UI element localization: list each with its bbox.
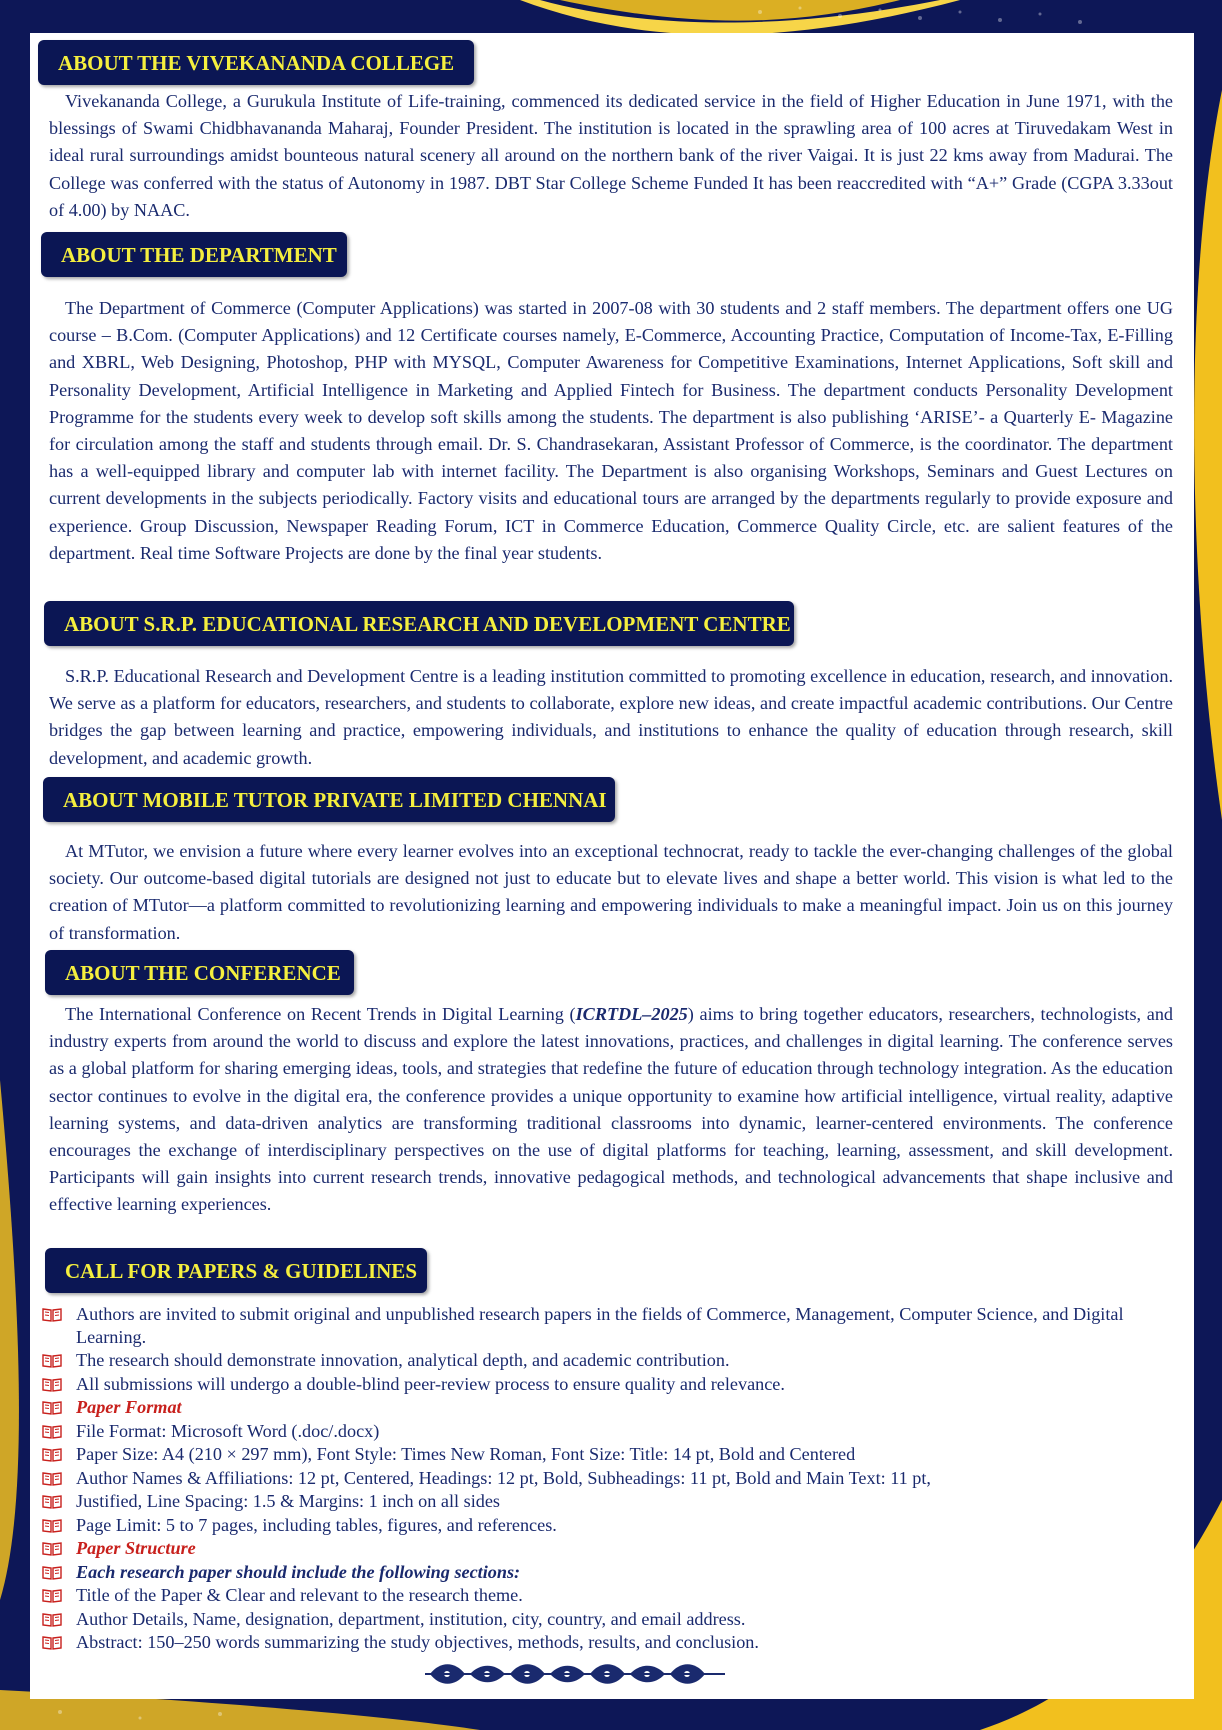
guideline-text: Authors are invited to submit original and unpublished research papers in the fields of Commerce, Management, Computer Science, and Digital Learning. (76, 1304, 1124, 1347)
guideline-text: Abstract: 150–250 words summarizing the study objectives, methods, results, and conclusion. (76, 1632, 759, 1652)
guideline-item (40, 1443, 1160, 1466)
conference-text-before: The International Conference on Recent Trends in Digital Learning ( (65, 1004, 576, 1024)
guideline-item (40, 1303, 1160, 1348)
guideline-text: Paper Size: A4 (210 × 297 mm), Font Style: Times New Roman, Font Size: Title: 14 pt, Bold and Centered (76, 1444, 856, 1464)
guideline-item (40, 1490, 1160, 1513)
guideline-text: Title of the Paper & Clear and relevant to the research theme. (76, 1585, 523, 1605)
guideline-text: Page Limit: 5 to 7 pages, including tables, figures, and references. (76, 1514, 557, 1535)
guideline-text: The research should demonstrate innovation, analytical depth, and academic contribution. (76, 1350, 730, 1370)
guideline-item (40, 1396, 1160, 1419)
guideline-item (40, 1373, 1160, 1396)
department-paragraph: The Department of Commerce (Computer Applications) was started in 2007-08 with 30 students and 2 staff members. The department offers one UG course – B.Com. (Computer Applications) and 12 Certificate courses namely, E-Commerce, Accounting Practice, Computation of Income-Tax, E-Filling and XBRL, Web Designing, Photoshop, PHP with MYSQL, Computer Awareness for Competitive Examinations, Internet Applications, Soft skill and Personality Development, Artificial Intelligence in Marketing and Applied Fintech for Business. The department conducts Personality Development Programme for the students every week to develop soft skills among the students. The department is also publishing ‘ARISE’- a Quarterly E- Magazine for circulation among the staff and students through email. Dr. S. Chandrasekaran, Assistant Professor of Commerce, is the coordinator. The department has a well-equipped library and computer lab with internet facility. The Department is also organising Workshops, Seminars and Guest Lectures on current developments in the subjects periodically. Factory visits and educational tours are arranged by the departments regularly to provide exposure and experience. Group Discussion, Newspaper Reading Forum, ICT in Commerce Education, Commerce Quality Circle, etc. are salient features of the department. Real time Software Projects are done by the final year students. (49, 298, 1173, 563)
guideline-text: Paper Structure (76, 1538, 196, 1558)
guideline-text: Author Names & Affiliations: 12 pt, Centered, Headings: 12 pt, Bold, Subheadings: 11 pt, Bold and Main Text: 11 pt, (76, 1467, 931, 1488)
open-book-icon (42, 1494, 62, 1509)
heading-about-mtutor: ABOUT MOBILE TUTOR PRIVATE LIMITED CHENNAI (43, 777, 615, 822)
open-book-icon (42, 1541, 62, 1556)
open-book-icon (42, 1612, 62, 1627)
guideline-item (40, 1561, 1160, 1584)
guideline-text: Paper Format (76, 1397, 182, 1417)
mtutor-paragraph: At MTutor, we envision a future where every learner evolves into an exceptional technocrat, ready to tackle the ever-changing challenges of the global society. Our outcome-based digital tutorials are designed not just to educate but to elevate lives and shape a better world. This vision is what led to the creation of MTutor—a platform committed to revolutionizing learning and empowering individuals to make a meaningful impact. Join us on this journey of transformation. (49, 841, 1173, 943)
heading-call-for-papers: CALL FOR PAPERS & GUIDELINES (45, 1248, 427, 1293)
guideline-item (40, 1608, 1160, 1631)
heading-about-srp: ABOUT S.R.P. EDUCATIONAL RESEARCH AND DEVELOPMENT CENTRE (44, 601, 794, 646)
heading-about-college: ABOUT THE VIVEKANANDA COLLEGE (38, 40, 474, 85)
heading-about-conference: ABOUT THE CONFERENCE (45, 950, 354, 995)
open-book-icon (42, 1424, 62, 1439)
guidelines-list (40, 1303, 1160, 1655)
srp-paragraph: S.R.P. Educational Research and Development Centre is a leading institution committed to promoting excellence in education, research, and innovation. We serve as a platform for educators, researchers, and students to collaborate, explore new ideas, and create impactful academic contributions. Our Centre bridges the gap between learning and practice, empowering individuals, and institutions to enhance the quality of education through research, skill development, and academic growth. (49, 666, 1173, 768)
open-book-icon (42, 1635, 62, 1650)
conference-text-after: ) aims to bring together educators, researchers, technologists, and industry experts from around the world to discuss and explore the latest innovations, practices, and challenges in digital learning. The conference serves as a global platform for sharing emerging ideas, tools, and strategies that redefine the future of education through technology integration. As the education sector continues to evolve in the digital era, the conference provides a unique opportunity to examine how artificial intelligence, virtual reality, adaptive learning systems, and data-driven analytics are transforming traditional classrooms into dynamic, learner-centered environments. The conference encourages the exchange of interdisciplinary perspectives on the use of digital platforms for teaching, learning, assessment, and skill development. Participants will gain insights into current research trends, innovative pedagogical methods, and technological advancements that shape inclusive and effective learning experiences. (49, 1004, 1174, 1215)
content-panel (30, 33, 1194, 1699)
open-book-icon (42, 1353, 62, 1368)
guideline-text: Author Details, Name, designation, department, institution, city, country, and email address. (76, 1608, 746, 1629)
open-book-icon (42, 1400, 62, 1415)
guideline-item (40, 1467, 1160, 1490)
open-book-icon (42, 1307, 62, 1322)
guideline-item (40, 1537, 1160, 1560)
open-book-icon (42, 1518, 62, 1533)
heading-about-department: ABOUT THE DEPARTMENT (41, 232, 347, 277)
open-book-icon (42, 1471, 62, 1486)
guideline-text: Justified, Line Spacing: 1.5 & Margins: 1 inch on all sides (76, 1491, 500, 1511)
open-book-icon (42, 1588, 62, 1603)
guideline-item (40, 1349, 1160, 1372)
conference-paragraph (49, 1001, 1173, 1219)
conference-acronym: ICRTDL–2025 (575, 1004, 688, 1024)
college-paragraph: Vivekananda College, a Gurukula Institute of Life-training, commenced its dedicated service in the field of Higher Education in June 1971, with the blessings of Swami Chidbhavananda Maharaj, Founder President. The institution is located in the sprawling area of 100 acres at Tiruvedakam West in ideal rural surroundings amidst bounteous natural scenery all around on the northern bank of the river Vaigai. It is just 22 kms away from Madurai. The College was conferred with the status of Autonomy in 1987. DBT Star College Scheme Funded It has been reaccredited with “A+” Grade (CGPA 3.33out of 4.00) by NAAC. (49, 91, 1173, 220)
open-book-icon (42, 1447, 62, 1462)
guideline-text: Each research paper should include the following sections: (76, 1561, 521, 1582)
guideline-item (40, 1514, 1160, 1537)
guideline-item (40, 1420, 1160, 1443)
guideline-item (40, 1584, 1160, 1607)
open-book-icon (42, 1565, 62, 1580)
guideline-text: All submissions will undergo a double-blind peer-review process to ensure quality and relevance. (76, 1373, 785, 1394)
floral-ornament-icon (425, 1659, 725, 1689)
guideline-item (40, 1631, 1160, 1654)
guideline-text: File Format: Microsoft Word (.doc/.docx) (76, 1420, 380, 1441)
open-book-icon (42, 1377, 62, 1392)
